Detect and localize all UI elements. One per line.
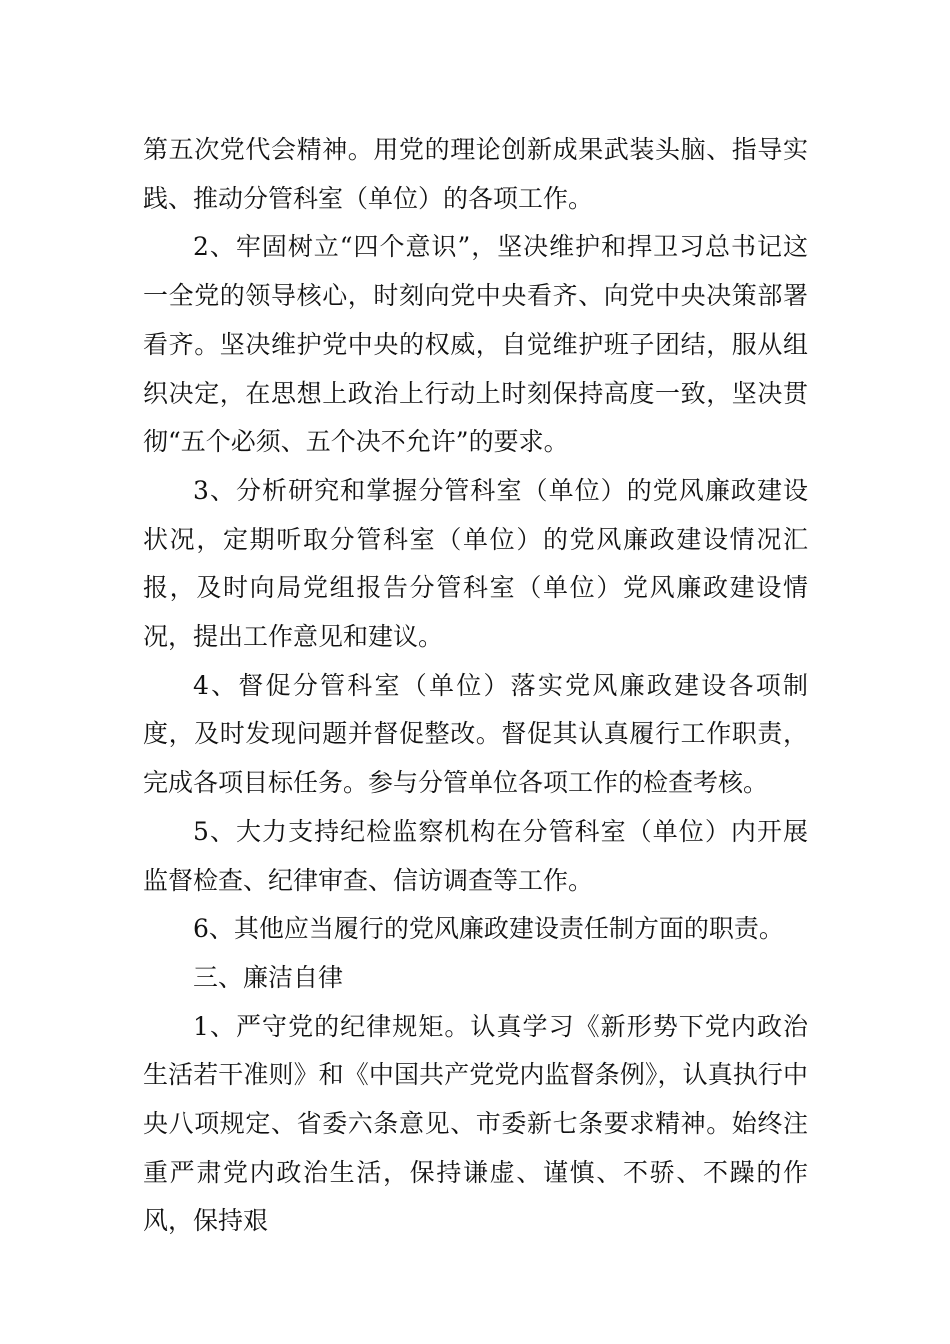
document-body xyxy=(143,126,808,1246)
paragraph-item-4: 4、督促分管科室（单位）落实党风廉政建设各项制度，及时发现问题并督促整改。督促其认真履行工作职责，完成各项目标任务。参与分管单位各项工作的检查考核。 xyxy=(143,670,808,798)
paragraph-item-3: 3、分析研究和掌握分管科室（单位）的党风廉政建设状况，定期听取分管科室（单位）的党风廉政建设情况汇报，及时向局党组报告分管科室（单位）党风廉政建设情况，提出工作意见和建议。 xyxy=(143,475,808,652)
paragraph-item-2: 2、牢固树立“四个意识”，坚决维护和捍卫习总书记这一全党的领导核心，时刻向党中央看齐、向党中央决策部署看齐。坚决维护党中央的权威，自觉维护班子团结，服从组织决定，在思想上政治上行动上时刻保持高度一致，坚决贯彻“五个必须、五个决不允许”的要求。 xyxy=(143,232,808,457)
paragraph-continuation: 第五次党代会精神。用党的理论创新成果武装头脑、指导实践、推动分管科室（单位）的各项工作。 xyxy=(143,135,808,213)
paragraph-item-1: 1、严守党的纪律规矩。认真学习《新形势下党内政治生活若干准则》和《中国共产党党内监督条例》，认真执行中央八项规定、省委六条意见、市委新七条要求精神。始终注重严肃党内政治生活，保持谦虚、谨慎、不骄、不躁的作风，保持艰 xyxy=(143,1011,808,1236)
paragraph-item-5: 5、大力支持纪检监察机构在分管科室（单位）内开展监督检查、纪律审查、信访调查等工作。 xyxy=(143,816,808,895)
section-heading: 三、廉洁自律 xyxy=(193,962,344,992)
paragraph-item-6: 6、其他应当履行的党风廉政建设责任制方面的职责。 xyxy=(193,914,784,944)
